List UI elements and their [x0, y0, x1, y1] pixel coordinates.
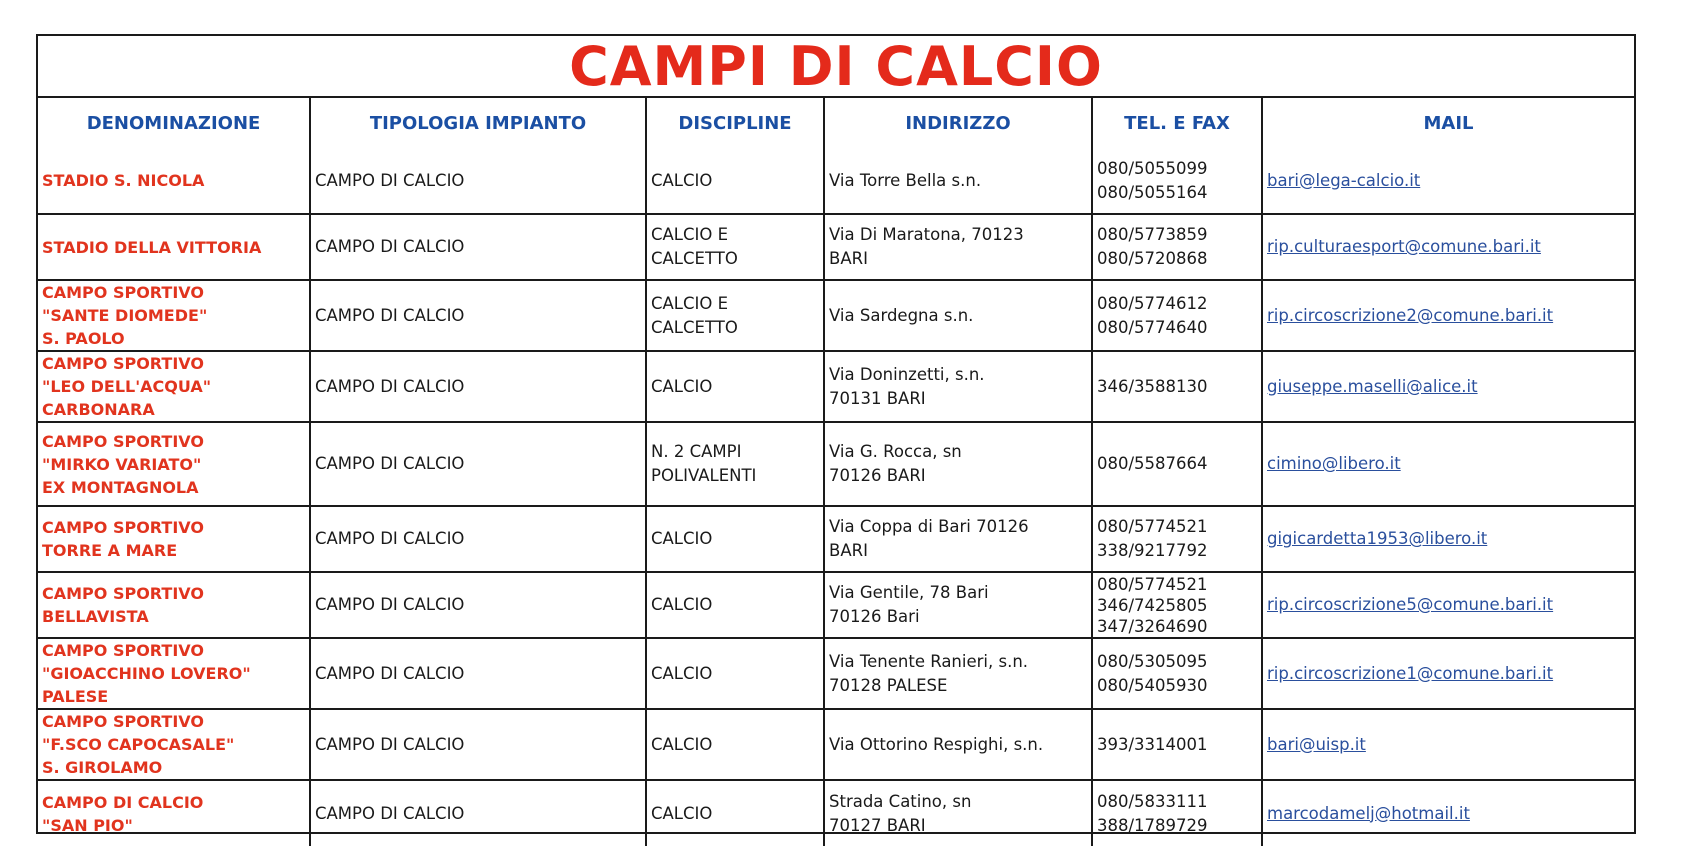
facility-discipline: CALCIO [646, 780, 824, 846]
column-header-discipline: DISCIPLINE [646, 98, 824, 148]
facility-type: CAMPO DI CALCIO [310, 214, 646, 280]
facility-email-link[interactable]: rip.culturaesport@comune.bari.it [1262, 214, 1634, 280]
facility-name: CAMPO SPORTIVO BELLAVISTA [38, 572, 310, 638]
table-row [38, 780, 1634, 846]
facility-type: CAMPO DI CALCIO [310, 638, 646, 709]
facility-type: CAMPO DI CALCIO [310, 148, 646, 214]
facility-address: Via Torre Bella s.n. [824, 148, 1092, 214]
column-header-tipologia: TIPOLOGIA IMPIANTO [310, 98, 646, 148]
table-row [38, 506, 1634, 572]
facility-email-link[interactable]: bari@lega-calcio.it [1262, 148, 1634, 214]
facility-type: CAMPO DI CALCIO [310, 572, 646, 638]
facility-phone: 393/3314001 [1092, 709, 1262, 780]
facility-discipline: CALCIO [646, 506, 824, 572]
facility-address: Via Sardegna s.n. [824, 280, 1092, 351]
facility-name: CAMPO SPORTIVO "MIRKO VARIATO" EX MONTAGNOLA [38, 422, 310, 506]
table-row [38, 638, 1634, 709]
facility-phone: 080/5305095 080/5405930 [1092, 638, 1262, 709]
column-header-denominazione: DENOMINAZIONE [38, 98, 310, 148]
facility-phone: 080/5587664 [1092, 422, 1262, 506]
facility-phone: 080/5774521 346/7425805 347/3264690 [1092, 572, 1262, 638]
table-row [38, 280, 1634, 351]
facility-address: Strada Catino, sn 70127 BARI [824, 780, 1092, 846]
facility-discipline: CALCIO [646, 572, 824, 638]
facility-type: CAMPO DI CALCIO [310, 422, 646, 506]
facility-address: Via Doninzetti, s.n. 70131 BARI [824, 351, 1092, 422]
facility-discipline: CALCIO [646, 351, 824, 422]
facility-address: Via Ottorino Respighi, s.n. [824, 709, 1092, 780]
facility-name: STADIO DELLA VITTORIA [38, 214, 310, 280]
facility-phone: 080/5055099 080/5055164 [1092, 148, 1262, 214]
facility-email-link[interactable]: rip.circoscrizione1@comune.bari.it [1262, 638, 1634, 709]
document-frame [36, 34, 1636, 834]
facility-phone: 080/5774521 338/9217792 [1092, 506, 1262, 572]
facility-name: CAMPO SPORTIVO "LEO DELL'ACQUA" CARBONARA [38, 351, 310, 422]
facility-address: Via Coppa di Bari 70126 BARI [824, 506, 1092, 572]
facility-name: CAMPO SPORTIVO TORRE A MARE [38, 506, 310, 572]
table-row [38, 709, 1634, 780]
table-row [38, 148, 1634, 214]
facility-email-link[interactable]: rip.circoscrizione5@comune.bari.it [1262, 572, 1634, 638]
facility-phone: 080/5773859 080/5720868 [1092, 214, 1262, 280]
column-header-tel-fax: TEL. E FAX [1092, 98, 1262, 148]
facility-email-link[interactable]: rip.circoscrizione2@comune.bari.it [1262, 280, 1634, 351]
table-row [38, 422, 1634, 506]
facility-phone: 346/3588130 [1092, 351, 1262, 422]
facility-phone: 080/5774612 080/5774640 [1092, 280, 1262, 351]
facility-type: CAMPO DI CALCIO [310, 351, 646, 422]
facility-discipline: CALCIO E CALCETTO [646, 280, 824, 351]
facility-address: Via Tenente Ranieri, s.n. 70128 PALESE [824, 638, 1092, 709]
table-row [38, 214, 1634, 280]
facility-name: STADIO S. NICOLA [38, 148, 310, 214]
column-header-indirizzo: INDIRIZZO [824, 98, 1092, 148]
facility-email-link[interactable]: cimino@libero.it [1262, 422, 1634, 506]
facility-email-link[interactable]: bari@uisp.it [1262, 709, 1634, 780]
facility-discipline: CALCIO E CALCETTO [646, 214, 824, 280]
facility-type: CAMPO DI CALCIO [310, 709, 646, 780]
facility-discipline: CALCIO [646, 638, 824, 709]
facility-type: CAMPO DI CALCIO [310, 780, 646, 846]
facility-address: Via Gentile, 78 Bari 70126 Bari [824, 572, 1092, 638]
facility-name: CAMPO SPORTIVO "F.SCO CAPOCASALE" S. GIROLAMO [38, 709, 310, 780]
column-header-mail: MAIL [1262, 98, 1634, 148]
facility-type: CAMPO DI CALCIO [310, 280, 646, 351]
page-title: CAMPI DI CALCIO [38, 36, 1634, 98]
facility-phone: 080/5833111 388/1789729 [1092, 780, 1262, 846]
facility-address: Via Di Maratona, 70123 BARI [824, 214, 1092, 280]
facilities-table [38, 98, 1634, 846]
facility-address: Via G. Rocca, sn 70126 BARI [824, 422, 1092, 506]
table-row [38, 351, 1634, 422]
table-header-row [38, 98, 1634, 148]
facility-email-link[interactable]: giuseppe.maselli@alice.it [1262, 351, 1634, 422]
facility-discipline: CALCIO [646, 148, 824, 214]
facility-discipline: CALCIO [646, 709, 824, 780]
facility-discipline: N. 2 CAMPI POLIVALENTI [646, 422, 824, 506]
facility-type: CAMPO DI CALCIO [310, 506, 646, 572]
facility-email-link[interactable]: gigicardetta1953@libero.it [1262, 506, 1634, 572]
facility-name: CAMPO SPORTIVO "SANTE DIOMEDE" S. PAOLO [38, 280, 310, 351]
facility-name: CAMPO DI CALCIO "SAN PIO" [38, 780, 310, 846]
facility-email-link[interactable]: marcodamelj@hotmail.it [1262, 780, 1634, 846]
table-row [38, 572, 1634, 638]
facility-name: CAMPO SPORTIVO "GIOACCHINO LOVERO" PALESE [38, 638, 310, 709]
